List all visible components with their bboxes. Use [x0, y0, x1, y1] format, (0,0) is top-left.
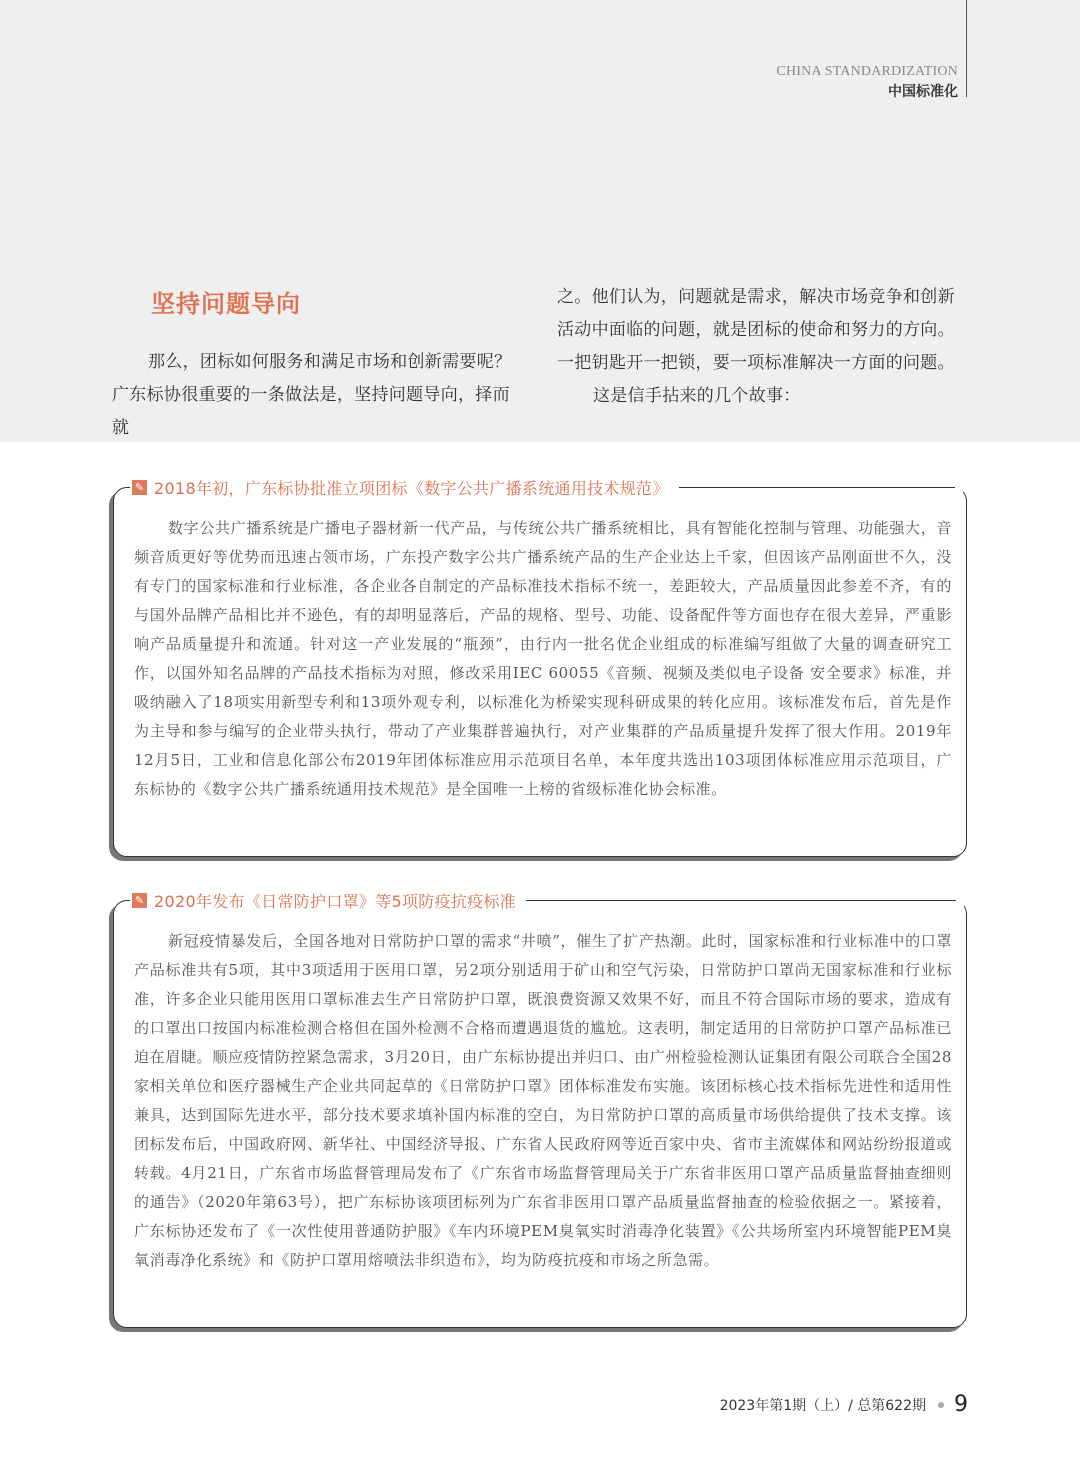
story-title: [130, 476, 963, 499]
story-title: [130, 889, 964, 912]
bullet-dot-icon: [938, 1402, 944, 1408]
story-paragraph: 新冠疫情暴发后，全国各地对日常防护口罩的需求“井喷”，催生了扩产热潮。此时，国家标准和行业标准中的口罩产品标准共有5项，其中3项适用于医用口罩，另2项分别适用于矿山和空气污染，日常防护口罩尚无国家标准和行业标准，许多企业只能用医用口罩标准去生产日常防护口罩，既浪费资源又效果不好，而且不符合国际市场的要求，造成有的口罩出口按国内标准检测合格但在国外检测不合格而遭遇退货的尴尬。这表明，制定适用的日常防护口罩产品标准已迫在眉睫。顺应疫情防控紧急需求，3月20日，由广东标协提出并归口、由广州检验检测认证集团有限公司联合全国28家相关单位和医疗器械生产企业共同起草的《日常防护口罩》团体标准发布实施。该团标核心技术指标先进性和适用性兼具，达到国际先进水平，部分技术要求填补国内标准的空白，为日常防护口罩的高质量市场供给提供了技术支撑。该团标发布后，中国政府网、新华社、中国经济导报、广东省人民政府网等近百家中央、省市主流媒体和网站纷纷报道或转载。4月21日，广东省市场监督管理局发布了《广东省市场监督管理局关于广东省非医用口罩产品质量监督抽查细则的通告》（2020年第63号），把广东标协该项团标列为广东省非医用口罩产品质量监督抽查的检验依据之一。紧接着，广东标协还发布了《一次性使用普通防护服》《车内环境PEM臭氧实时消毒净化装置》《公共场所室内环境智能PEM臭氧消毒净化系统》和《防护口罩用熔喷法非织造布》，均为防疫抗疫和市场之所急需。: [134, 932, 952, 1269]
title-rule: [526, 900, 956, 901]
intro-column-left: [112, 346, 524, 445]
story-paragraph: 数字公共广播系统是广播电子器材新一代产品，与传统公共广播系统相比，具有智能化控制与管理、功能强大，音频音质更好等优势而迅速占领市场，广东投产数字公共广播系统产品的生产企业达上千家，但因该产品刚面世不久，没有专门的国家标准和行业标准，各企业各自制定的产品标准技术指标不统一，差距较大，产品质量因此参差不齐，有的与国外品牌产品相比并不逊色，有的却明显落后，产品的规格、型号、功能、设备配件等方面也存在很大差异，严重影响产品质量提升和流通。针对这一产业发展的“瓶颈”，由行内一批名优企业组成的标准编写组做了大量的调查研究工作，以国外知名品牌的产品技术指标为对照，修改采用IEC 60055《音频、视频及类似电子设备 安全要求》标准，并吸纳融入了18项实用新型专利和13项外观专利，以标准化为桥梁实现科研成果的转化应用。该标准发布后，首先是作为主导和参与编写的企业带头执行，带动了产业集群普遍执行，对产业集群的产品质量提升发挥了很大作用。2019年12月5日，工业和信息化部公布2019年团体标准应用示范项目名单，本年度共选出103项团体标准应用示范项目，广东标协的《数字公共广播系统通用技术规范》是全国唯一上榜的省级标准化协会标准。: [134, 519, 952, 798]
issue-info: 2023年第1期（上）/ 总第622期: [719, 1397, 926, 1414]
masthead-divider: [966, 0, 967, 97]
masthead-title-en: CHINA STANDARDIZATION: [776, 64, 958, 79]
intro-paragraph-last: 这是信手拈来的几个故事：: [593, 386, 801, 406]
intro-column-right: [557, 281, 972, 413]
section-heading: 坚持问题导向: [151, 290, 301, 318]
story-body: [134, 514, 952, 804]
page-number: 9: [954, 1392, 968, 1417]
story-title-text: 2018年初，广东标协批准立项团标《数字公共广播系统通用技术规范》: [154, 479, 669, 498]
story-box: [113, 479, 967, 857]
pen-icon: ✎: [132, 480, 147, 495]
story-body: [134, 927, 952, 1275]
intro-paragraph: 那么，团标如何服务和满足市场和创新需要呢？广东标协很重要的一条做法是，坚持问题导向，择而就: [112, 352, 512, 438]
page-footer: [720, 1392, 968, 1417]
title-rule: [679, 487, 955, 488]
story-title-text: 2020年发布《日常防护口罩》等5项防疫抗疫标准: [154, 892, 517, 911]
story-box: [113, 892, 967, 1328]
pen-icon: ✎: [132, 893, 147, 908]
masthead-title-cn: 中国标准化: [888, 84, 958, 100]
intro-paragraph-continued: 之。他们认为，问题就是需求，解决市场竞争和创新活动中面临的问题，就是团标的使命和努力的方向。一把钥匙开一把锁，要一项标准解决一方面的问题。: [557, 287, 955, 373]
